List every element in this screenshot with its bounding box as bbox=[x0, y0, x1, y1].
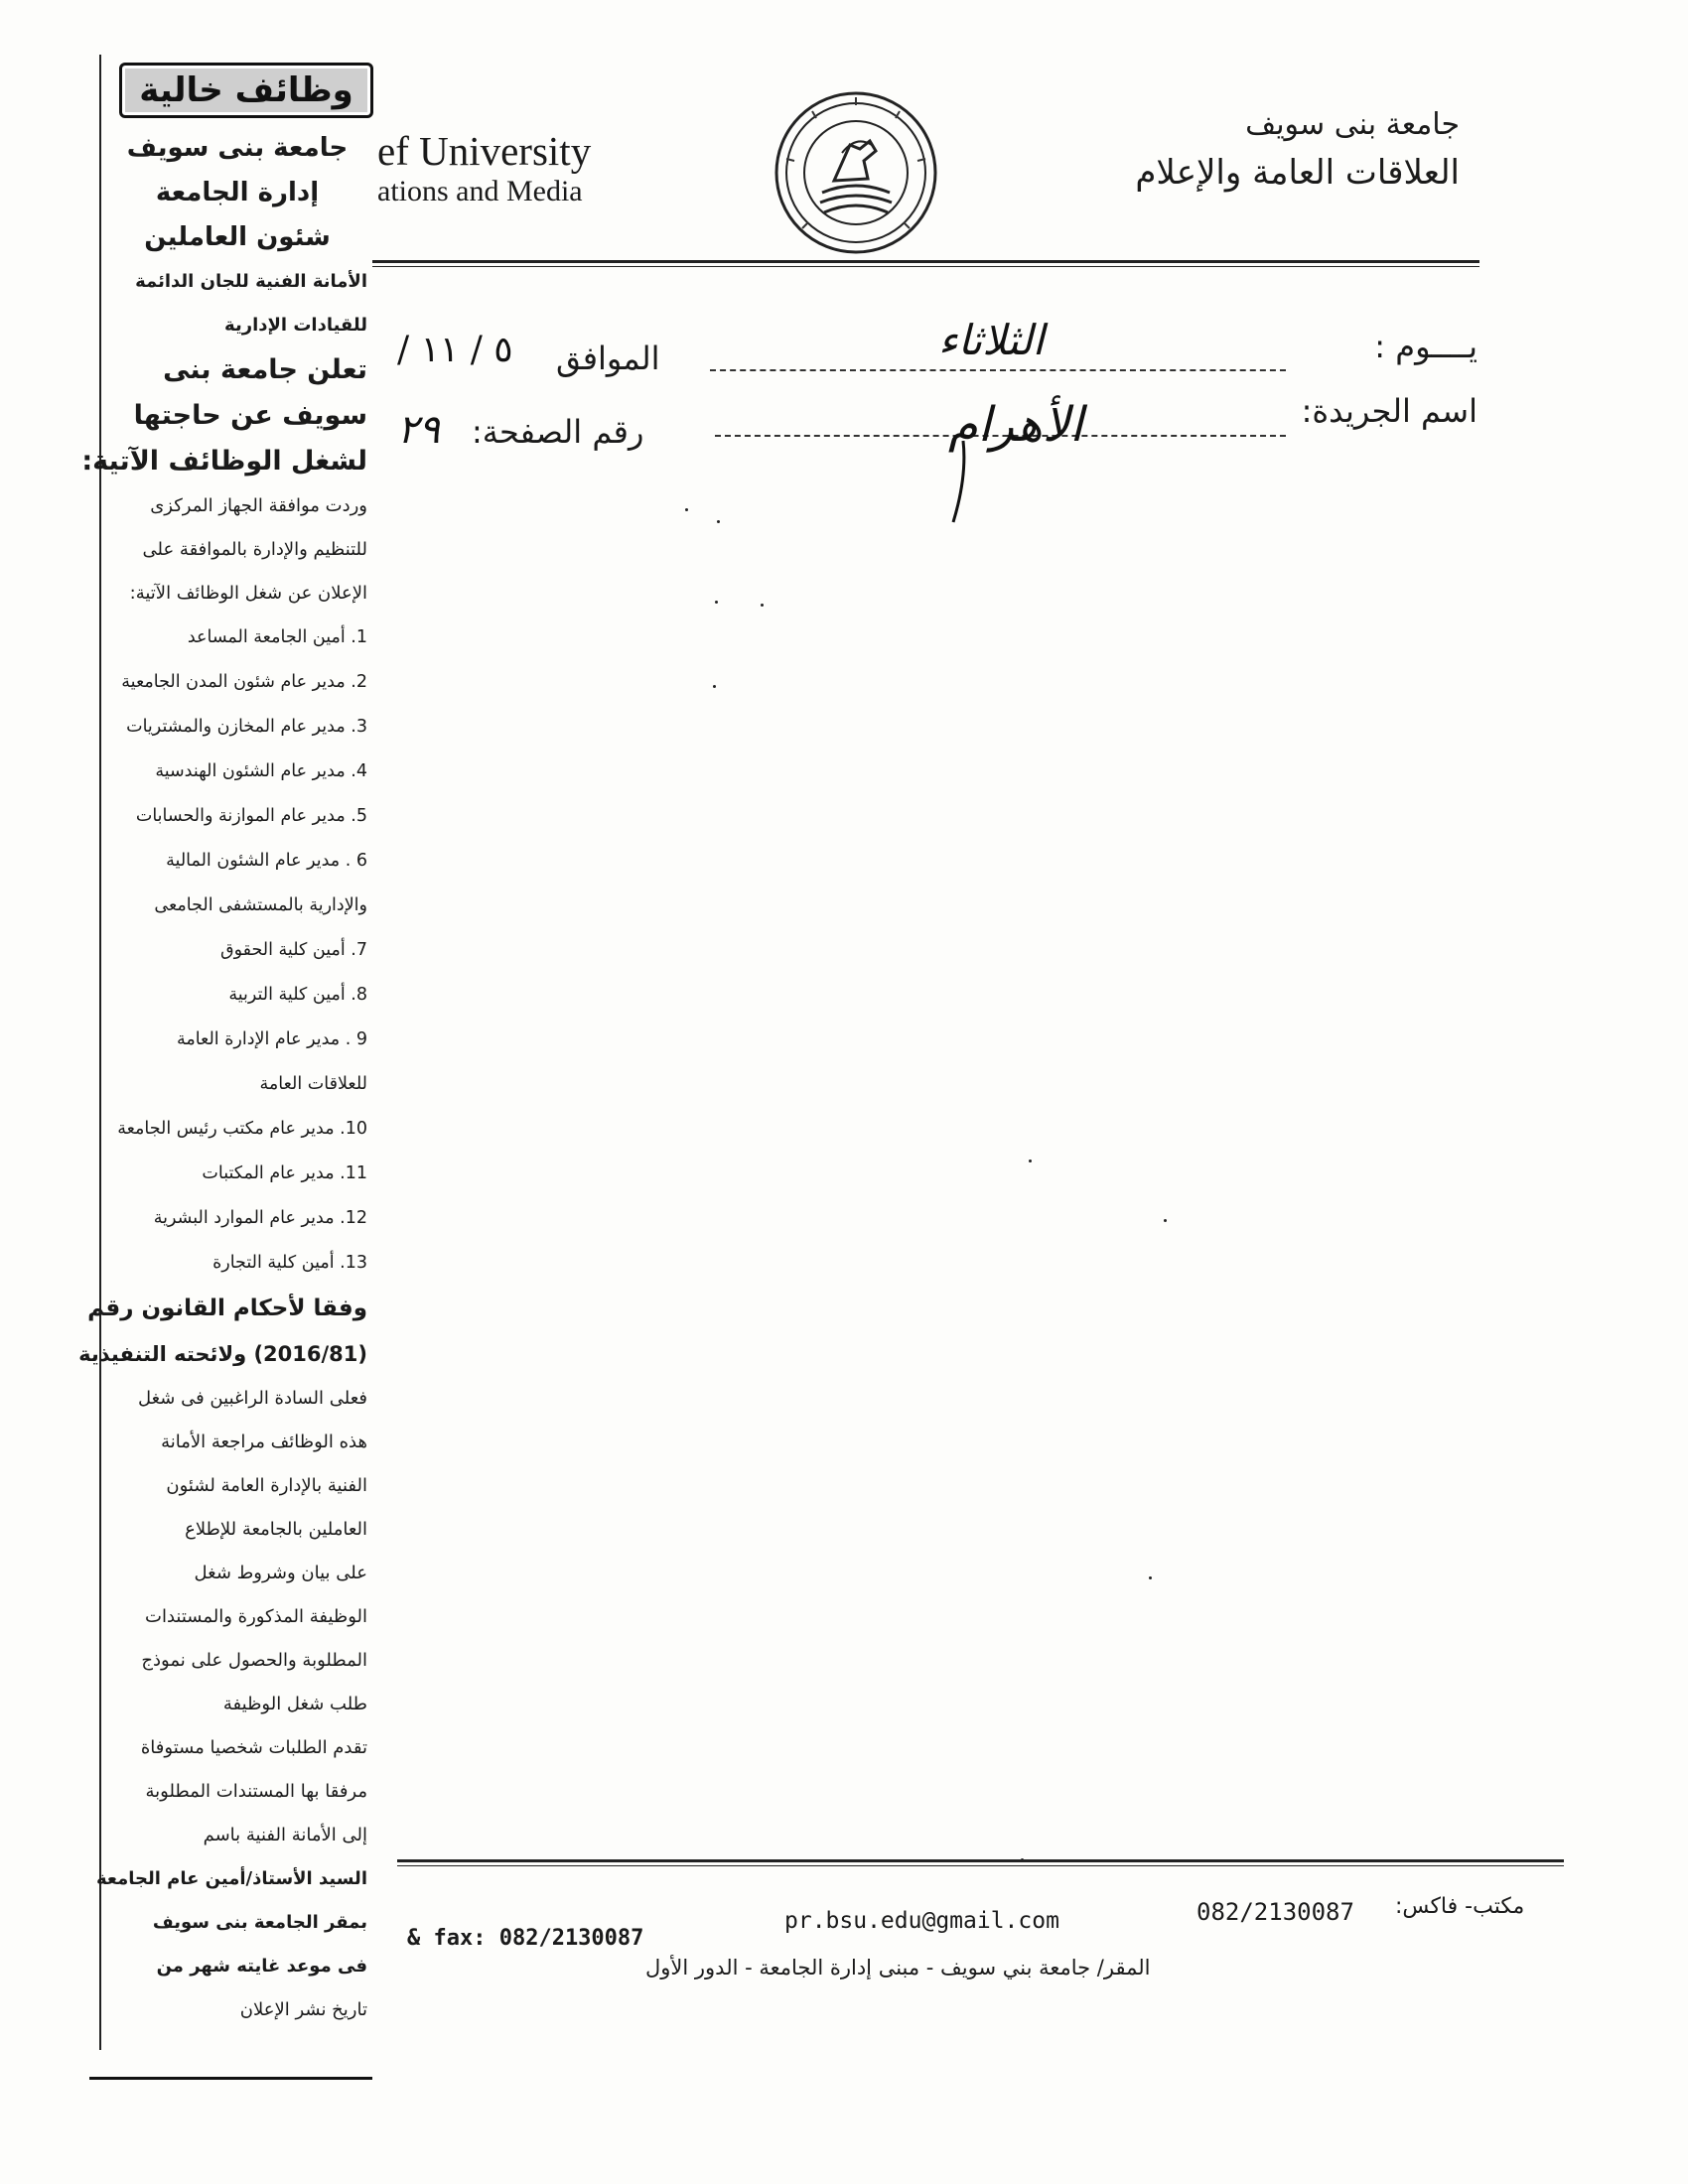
vacancies-badge: وظائف خالية bbox=[119, 63, 373, 118]
job-item: 12. مدير عام الموارد البشرية bbox=[153, 1208, 367, 1228]
page-number-handwritten-value: ٢٩ bbox=[397, 407, 440, 453]
day-handwritten-value: الثلاثاء bbox=[938, 316, 1045, 364]
job-item: 3. مدير عام المخازن والمشتريات bbox=[126, 717, 367, 737]
scan-speck bbox=[1164, 1219, 1167, 1222]
scan-speck bbox=[1029, 1160, 1032, 1162]
job-item: 13. أمين كلية التجارة bbox=[212, 1253, 367, 1273]
newspaper-name-label: اسم الجريدة: bbox=[1301, 392, 1477, 430]
clip-body-line: الوظيفة المذكورة والمستندات bbox=[145, 1606, 367, 1627]
clip-announce-line: سويف عن حاجتها bbox=[133, 400, 367, 431]
footer-rule-bottom bbox=[397, 1865, 1564, 1866]
scan-speck bbox=[713, 685, 716, 688]
scan-speck bbox=[717, 520, 720, 523]
footer-rule-top bbox=[397, 1859, 1564, 1862]
scan-speck bbox=[715, 601, 718, 604]
clip-body-line: مرفقا بها المستندات المطلوبة bbox=[145, 1781, 367, 1802]
job-item: والإدارية بالمستشفى الجامعى bbox=[154, 895, 367, 915]
job-item: 10. مدير عام مكتب رئيس الجامعة bbox=[117, 1119, 367, 1139]
clip-head-university: جامعة بنى سويف bbox=[126, 133, 349, 163]
clip-body-line: فى موعد غايته شهر من bbox=[156, 1956, 367, 1977]
scan-speck bbox=[1149, 1576, 1152, 1579]
job-item: 8. أمين كلية التربية bbox=[228, 985, 367, 1005]
letterhead-university-name: جامعة بنى سويف bbox=[1245, 107, 1460, 142]
day-label: يــــوم : bbox=[1374, 328, 1477, 365]
date-value: ٥ / ١١ / bbox=[397, 330, 513, 370]
job-item: للعلاقات العامة bbox=[259, 1074, 367, 1094]
clip-announce-line: تعلن جامعة بنى bbox=[163, 354, 367, 385]
clipping-border bbox=[99, 55, 101, 2050]
day-dotted-line bbox=[710, 369, 1286, 371]
footer-email: pr.bsu.edu@gmail.com bbox=[784, 1908, 1059, 1934]
office-fax-number: 082/2130087 bbox=[1196, 1898, 1354, 1926]
clip-body-line: تاريخ نشر الإعلان bbox=[239, 1999, 367, 2020]
clip-sub-leadership: للقيادات الإدارية bbox=[224, 315, 367, 336]
header-rule-bottom bbox=[372, 266, 1479, 267]
clip-body-line: المطلوبة والحصول على نموذج bbox=[141, 1650, 367, 1671]
clipping-bottom-rule bbox=[89, 2077, 372, 2080]
clip-body-line: على بيان وشروط شغل bbox=[194, 1563, 367, 1583]
clip-body-line: العاملين بالجامعة للإطلاع bbox=[185, 1519, 367, 1540]
clip-law-line: (2016/81) ولائحته التنفيذية bbox=[78, 1342, 367, 1366]
job-item: 11. مدير عام المكتبات bbox=[202, 1163, 367, 1183]
clip-body-line: إلى الأمانة الفنية باسم bbox=[203, 1825, 367, 1845]
newspaper-handwritten-value: الأهرام bbox=[948, 397, 1083, 453]
office-fax-label: مكتب- فاكس: bbox=[1395, 1894, 1525, 1919]
clip-head-administration: إدارة الجامعة bbox=[155, 178, 320, 207]
footer-address: المقر/ جامعة بني سويف - مبنى إدارة الجامعة - الدور الأول bbox=[645, 1956, 1151, 1979]
clip-body-line: فعلى السادة الراغبين فى شغل bbox=[137, 1388, 367, 1409]
clip-announce-line: لشغل الوظائف الآتية: bbox=[81, 446, 367, 477]
clip-approval-line: الإعلان عن شغل الوظائف الآتية: bbox=[129, 583, 367, 604]
scan-speck bbox=[761, 604, 764, 607]
clip-body-line: الفنية بالإدارة العامة لشئون bbox=[166, 1475, 367, 1496]
job-item: 7. أمين كلية الحقوق bbox=[220, 940, 367, 960]
header-rule-top bbox=[372, 260, 1479, 263]
newspaper-clipping bbox=[78, 55, 367, 2100]
job-item: 4. مدير عام الشئون الهندسية bbox=[155, 761, 367, 781]
clip-law-line: وفقا لأحكام القانون رقم bbox=[87, 1296, 367, 1321]
letterhead-english-line-2: ations and Media bbox=[377, 175, 583, 207]
clip-head-personnel: شئون العاملين bbox=[144, 222, 331, 252]
clip-approval-line: للتنظيم والإدارة بالموافقة على bbox=[142, 539, 367, 560]
clipping-text bbox=[78, 126, 367, 2032]
clip-body-line: السيد الأستاذ/أمين عام الجامعة bbox=[96, 1868, 367, 1889]
scan-speck bbox=[685, 508, 688, 511]
clip-sub-secretariat: الأمانة الفنية للجان الدائمة bbox=[135, 271, 367, 292]
clip-body-line: بمقر الجامعة بنى سويف bbox=[152, 1912, 367, 1933]
clip-approval-line: وردت موافقة الجهاز المركزى bbox=[150, 495, 367, 516]
clip-body-line: هذه الوظائف مراجعة الأمانة bbox=[161, 1432, 367, 1452]
job-item: 6 . مدير عام الشئون المالية bbox=[166, 851, 367, 871]
footer-fax-english: & fax: 082/2130087 bbox=[407, 1926, 644, 1951]
page-number-label: رقم الصفحة: bbox=[472, 413, 644, 451]
job-item: 5. مدير عام الموازنة والحسابات bbox=[135, 806, 367, 826]
handwriting-stroke-icon bbox=[923, 437, 1003, 526]
job-item: 1. أمين الجامعة المساعد bbox=[187, 627, 367, 647]
clip-body-line: تقدم الطلبات شخصيا مستوفاة bbox=[140, 1737, 367, 1758]
letterhead-english-line-1: ef University bbox=[377, 128, 592, 174]
date-label: الموافق bbox=[556, 340, 660, 377]
clip-body-line: طلب شغل الوظيفة bbox=[222, 1694, 367, 1714]
job-item: 2. مدير عام شئون المدن الجامعية bbox=[121, 672, 367, 692]
letterhead-department-name: العلاقات العامة والإعلام bbox=[1135, 153, 1460, 193]
university-seal-icon bbox=[773, 89, 939, 256]
job-item: 9 . مدير عام الإدارة العامة bbox=[176, 1029, 367, 1049]
